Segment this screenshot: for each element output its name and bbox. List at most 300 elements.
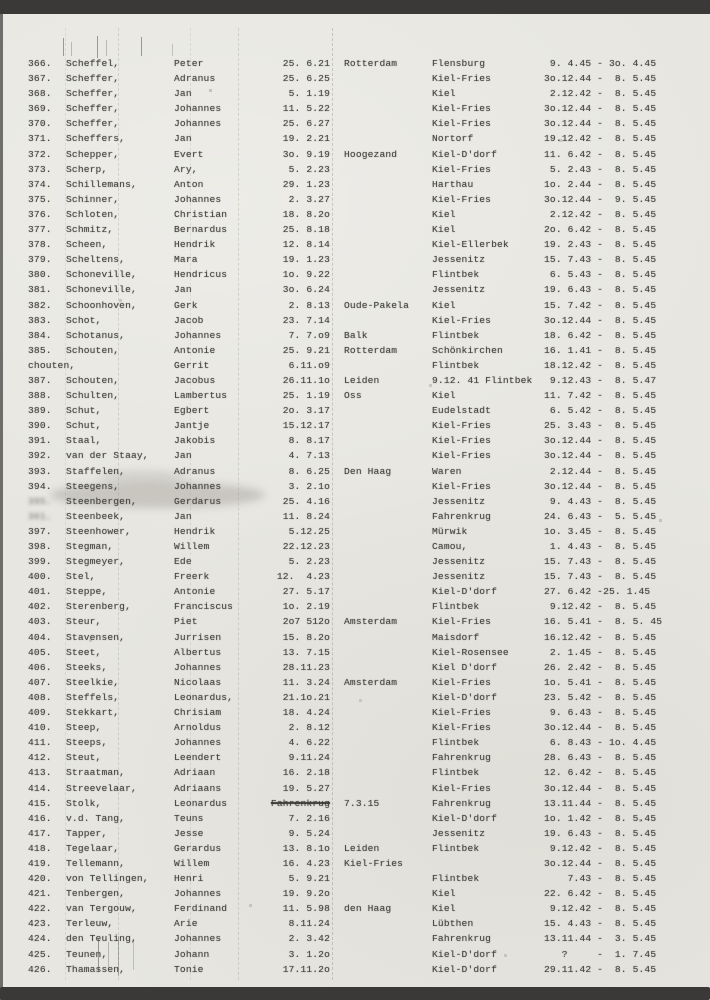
cell-birthdate: 3. 2.1o [288,480,330,492]
row-number: 404. [28,631,52,643]
cell-origin [344,71,432,86]
cell-firstname: Johannes [174,737,222,749]
cell-date-range: 25. 3.43 - 8. 5.45 [544,420,657,432]
cell-origin [344,207,432,222]
table-row [28,101,696,116]
cell-date-range: 9.12.42 - 8. 5.45 [544,842,657,854]
cell-date-range: 6. 5.42 - 8. 5.45 [544,405,657,417]
table-row [28,614,696,629]
table-row [28,418,696,433]
row-number: 375. [28,193,52,205]
cell-birthdate: 23. 7.14 [282,314,330,326]
cell-date-range: 9.12.43 - 8. 5.47 [544,374,657,386]
cell-surname: Stegman, [66,541,114,552]
cell-birthdate: 29. 1.23 [282,178,330,190]
row-number: 399. [28,556,52,568]
table-row [28,388,696,403]
cell-birthdate: 2o. 3.17 [282,405,330,417]
cell-destination: Fahrenkrug [432,797,492,809]
cell-origin [344,162,432,177]
cell-destination: Flintbek [432,873,480,885]
cell-surname: Terleuw, [66,918,114,930]
cell-destination: Kiel-D'dorf [432,948,497,960]
cell-date-range: 6. 8.43 - 1o. 4.45 [544,737,657,749]
row-number: 407. [28,676,52,688]
cell-origin [344,267,432,282]
cell-surname: Schut, [66,405,102,417]
cell-firstname: Christian [174,208,228,220]
cell-origin [344,177,432,192]
row-number: 372. [28,148,52,160]
table-row [28,343,696,358]
table-row [28,524,696,539]
row-number: 410. [28,722,52,734]
cell-birthdate: 18. 8.2o [282,208,330,220]
cell-destination: Kiel [432,299,456,311]
cell-firstname: Tonie [174,963,204,975]
cell-origin: Leiden [344,374,380,386]
table-row [28,765,696,780]
cell-date-range: 1o. 3.45 - 8. 5.45 [544,525,657,537]
cell-origin [344,509,432,524]
cell-date-range: 11. 6.42 - 8. 5.45 [544,148,657,160]
row-number: 394. [28,480,52,492]
cell-destination: Jessenitz [432,556,486,568]
cell-origin [344,86,432,101]
cell-surname: Scheltens, [66,254,126,266]
pencil-mark [172,44,173,56]
cell-birthdate: 22.12.23 [282,541,330,552]
table-row [28,690,696,705]
cell-birthdate: 19. 1.23 [282,254,330,266]
cell-destination: Kiel-D'dorf [432,586,497,598]
cell-date-range: 9.12.42 - 8. 5.45 [544,903,657,915]
table-row [28,237,696,252]
row-number: 406. [28,661,52,673]
cell-birthdate: 27. 5.17 [282,586,330,598]
cell-origin: Hoogezand [344,148,398,160]
cell-date-range: 18. 6.42 - 8. 5.45 [544,329,657,341]
cell-destination: Schönkirchen [432,344,503,356]
cell-date-range: 3o.12.44 - 8. 5.45 [544,857,657,869]
cell-origin [344,690,432,705]
row-number: 374. [28,178,52,190]
cell-surname: Steenhower, [66,525,131,537]
row-number: 388. [28,390,52,402]
cell-birthdate: 25. 8.18 [282,224,330,236]
cell-origin [344,131,432,146]
cell-destination: Jessenitz [432,284,486,296]
cell-firstname: Gerrit [174,359,210,371]
row-number: 378. [28,239,52,251]
cell-destination: Lübthen [432,918,474,930]
cell-date-range: 1. 4.43 - 8. 5.45 [544,541,657,552]
cell-firstname: Jan [174,510,192,522]
table-row [28,177,696,192]
cell-origin [344,886,432,901]
cell-destination: Jessenitz [432,571,486,583]
table-row [28,796,696,811]
row-number: 418. [28,842,52,854]
cell-birthdate: 11. 8.24 [282,510,330,522]
cell-destination: Eudelstadt [432,405,492,417]
row-number: 371. [28,133,52,145]
cell-surname: Schouten, [66,374,120,386]
cell-firstname: Gerdarus [174,495,222,507]
cell-birthdate: 2. 3.42 [288,933,330,945]
table-row [28,554,696,569]
cell-date-range: 3o.12.44 - 8. 5.45 [544,480,657,492]
cell-destination: Kiel [432,224,456,236]
cell-firstname: Johannes [174,933,222,945]
cell-surname: Steet, [66,646,102,658]
row-number: 382. [28,299,52,311]
paper-speckles [0,0,1,1]
row-number: 397. [28,525,52,537]
cell-origin [344,192,432,207]
cell-origin [344,720,432,735]
row-number: 426. [28,963,52,975]
row-number: 376. [28,208,52,220]
table-row [28,931,696,946]
cell-origin [344,645,432,660]
cell-firstname: Lambertus [174,390,228,402]
cell-firstname: Henri [174,873,204,885]
row-number: 417. [28,827,52,839]
cell-date-range: 2.12.42 - 8. 5.45 [544,88,657,100]
table-row [28,750,696,765]
cell-date-range: 19. 6.43 - 8. 5.45 [544,284,657,296]
cell-birthdate: 15.12.17 [282,420,330,432]
cell-surname: Scheffers, [66,133,126,145]
cell-surname: Schinner, [66,193,120,205]
cell-origin [344,931,432,946]
cell-surname: Stekkart, [66,707,120,719]
cell-surname: Tegelaar, [66,842,120,854]
table-row [28,328,696,343]
cell-destination: Harthau [432,178,474,190]
cell-firstname: Adranus [174,73,216,85]
cell-date-range: 15. 7.43 - 8. 5.45 [544,556,657,568]
table-row [28,116,696,131]
table-row [28,86,696,101]
cell-surname: den Teuling, [66,933,137,945]
cell-date-range: 18.12.42 - 8. 5.45 [544,359,657,371]
cell-firstname: Jantje [174,420,210,432]
cell-surname: Schepper, [66,148,120,160]
row-number: 419. [28,857,52,869]
cell-destination: Kiel-Fries [432,707,492,719]
cell-firstname: Jacobus [174,374,216,386]
cell-birthdate: 28.11.23 [282,661,330,673]
pencil-mark [141,37,142,56]
cell-firstname: Johannes [174,193,222,205]
cell-origin [344,630,432,645]
cell-birthdate: 18. 4.24 [282,707,330,719]
cell-surname: Streevelaar, [66,782,137,794]
cell-origin [344,494,432,509]
cell-destination: Kiel-Fries [432,73,492,85]
table-row [28,901,696,916]
cell-surname: Schloten, [66,208,120,220]
cell-origin [344,101,432,116]
row-number: 381. [28,284,52,296]
cell-origin [344,403,432,418]
row-number: 413. [28,767,52,779]
cell-birthdate: 16. 2.18 [282,767,330,779]
cell-firstname: Nicolaas [174,676,222,688]
cell-surname: Steppe, [66,586,108,598]
cell-date-range: 13.11.44 - 3. 5.45 [544,933,657,945]
cell-firstname: Leendert [174,752,222,764]
table-row [28,313,696,328]
table-row [28,358,696,373]
cell-firstname: Antonie [174,586,216,598]
cell-firstname: Arie [174,918,198,930]
row-number: 366. [28,58,52,69]
cell-firstname: Hendrik [174,239,216,251]
cell-date-range: 3o.12.44 - 8. 5.45 [544,73,657,85]
cell-destination: Flintbek [432,269,480,281]
cell-origin [344,765,432,780]
cell-birthdate: 7. 2.16 [288,812,330,824]
cell-date-range: 3o.12.44 - 8. 5.45 [544,782,657,794]
cell-birthdate: 12. 4.23 [276,571,330,583]
cell-origin [344,599,432,614]
cell-destination: Fahrenkrug [432,510,492,522]
cell-date-range: 16. 5.41 - 8. 5. 45 [544,616,663,628]
cell-origin [344,313,432,328]
cell-date-range: 3o.12.44 - 8. 5.45 [544,314,657,326]
cell-surname: Scherp, [66,163,108,175]
row-number: 373. [28,163,52,175]
row-number: 416. [28,812,52,824]
cell-destination: Kiel-Fries [432,616,492,628]
table-row [28,494,696,509]
cell-surname: Scheffel, [66,58,120,69]
cell-surname: Schoneville, [66,269,137,281]
table-row [28,584,696,599]
table-row [28,720,696,735]
cell-destination: Camou, [432,541,468,552]
cell-firstname: Johannes [174,888,222,900]
cell-origin: Rotterdam [344,58,398,69]
cell-date-range: 3o.12.44 - 9. 5.45 [544,193,657,205]
cell-destination: Flensburg [432,58,486,69]
cell-surname: Schouten, [66,344,120,356]
pencil-mark [106,40,107,56]
cell-firstname: Egbert [174,405,210,417]
cell-date-range: 16. 1.41 - 8. 5.45 [544,344,657,356]
cell-surname: van der Staay, [66,450,149,462]
cell-origin [344,282,432,297]
table-row [28,403,696,418]
cell-firstname: Johann [174,948,210,960]
table-row [28,660,696,675]
cell-surname: Scheffer, [66,103,120,115]
cell-surname: Steeps, [66,737,108,749]
cell-destination: Kiel-Fries [432,722,492,734]
row-number: 383. [28,314,52,326]
cell-origin [344,916,432,931]
scan-edge-top [0,0,710,14]
cell-date-range: 2. 1.45 - 8. 5.45 [544,646,657,658]
register-table [28,56,696,977]
table-row [28,131,696,146]
cell-origin: Oss [344,390,362,402]
cell-firstname: Jurrisen [174,631,222,643]
cell-surname: Thamassen, [66,963,126,975]
row-number: 377. [28,224,52,236]
cell-origin [344,222,432,237]
cell-destination: Kiel-Fries [432,314,492,326]
cell-firstname: Peter [174,58,204,69]
cell-origin [344,448,432,463]
cell-firstname: Jacob [174,314,204,326]
cell-surname: Steep, [66,722,102,734]
cell-destination: Mürwik [432,525,468,537]
cell-date-range: 7.43 - 8. 5.45 [544,873,657,885]
cell-birthdate: 9.11.24 [288,752,330,764]
cell-origin [344,781,432,796]
cell-origin [344,705,432,720]
cell-birthdate: 17.11.2o [282,963,330,975]
cell-origin [344,735,432,750]
cell-origin [344,871,432,886]
cell-origin: Oude-Pakela [344,299,409,311]
cell-origin [344,479,432,494]
table-row [28,207,696,222]
cell-surname: Staal, [66,435,102,447]
cell-birthdate: 4. 7.13 [288,450,330,462]
table-row [28,871,696,886]
row-number: 369. [28,103,52,115]
row-number: 422. [28,903,52,915]
row-number: 403. [28,616,52,628]
cell-firstname: Franciscus [174,601,234,613]
cell-surname: Schoneville, [66,284,137,296]
cell-birthdate: 13. 8.1o [282,842,330,854]
table-row [28,252,696,267]
cell-origin [344,433,432,448]
table-row [28,282,696,297]
cell-firstname: Hendricus [174,269,228,281]
table-row [28,856,696,871]
cell-birthdate: 25. 9.21 [282,344,330,356]
cell-origin [344,962,432,977]
cell-origin: Rotterdam [344,344,398,356]
cell-origin [344,237,432,252]
table-row [28,886,696,901]
cell-origin [344,252,432,267]
cell-surname: Teunen, [66,948,108,960]
cell-birthdate: 25. 6.27 [282,118,330,130]
cell-origin [344,826,432,841]
cell-date-range: 3o.12.44 - 8. 5.45 [544,103,657,115]
cell-surname: v.d. Tang, [66,812,126,824]
cell-destination: Kiel-Fries [432,480,492,492]
cell-date-range: 19. 2.43 - 8. 5.45 [544,239,657,251]
cell-birthdate: 2. 8.13 [288,299,330,311]
cell-date-range: 19. 6.43 - 8. 5.45 [544,827,657,839]
cell-date-range: 3o.12.44 - 8. 5.45 [544,435,657,447]
table-row [28,373,696,388]
table-row [28,71,696,86]
cell-origin: Amsterdam [344,676,398,688]
table-row [28,735,696,750]
row-number: 370. [28,118,52,130]
cell-firstname: Jan [174,284,192,296]
cell-destination: Kiel-Ellerbek [432,239,509,251]
cell-firstname: Jakobis [174,435,216,447]
cell-firstname: Hendrik [174,525,216,537]
row-number: 367. [28,73,52,85]
cell-firstname: Evert [174,148,204,160]
cell-destination: Flintbek [432,601,480,613]
cell-destination: Kiel [432,208,456,220]
cell-surname: Schot, [66,314,102,326]
cell-surname: Scheffer, [66,88,120,100]
cell-destination: Kiel D'dorf [432,661,497,673]
cell-date-range: 2o. 6.42 - 8. 5.45 [544,224,657,236]
row-number: 395. [28,495,52,507]
table-row [28,448,696,463]
cell-date-range: ? - 1. 7.45 [544,948,657,960]
cell-destination: Kiel-D'dorf [432,812,497,824]
cell-birthdate: 3. 1.2o [288,948,330,960]
cell-firstname: Antonie [174,344,216,356]
row-number: 392. [28,450,52,462]
row-number: 420. [28,873,52,885]
cell-origin [344,358,432,373]
cell-date-range: 29.11.42 - 8. 5.45 [544,963,657,975]
cell-date-range: 9. 4.43 - 8. 5.45 [544,495,657,507]
cell-date-range: 9. 4.45 - 3o. 4.45 [544,58,657,69]
cell-firstname: Jan [174,450,192,462]
cell-firstname: Freerk [174,571,210,583]
table-row [28,705,696,720]
cell-destination: Jessenitz [432,495,486,507]
table-row [28,645,696,660]
cell-destination: Kiel-D'dorf [432,963,497,975]
table-row [28,916,696,931]
row-number: 393. [28,465,52,477]
cell-origin [344,569,432,584]
row-number: 387. [28,374,52,386]
cell-birthdate: 25. 1.19 [282,390,330,402]
table-row [28,147,696,162]
cell-firstname: Ede [174,556,192,568]
cell-surname: Schotanus, [66,329,126,341]
cell-surname: von Tellingen, [66,873,149,885]
row-number: 380. [28,269,52,281]
cell-origin [344,524,432,539]
cell-origin [344,554,432,569]
cell-firstname: Johannes [174,480,222,492]
table-row [28,630,696,645]
row-number: 424. [28,933,52,945]
cell-birthdate: 11. 5.98 [282,903,330,915]
cell-destination: Flintbek [432,767,480,779]
row-number: 379. [28,254,52,266]
cell-destination: Fahrenkrug [432,752,492,764]
row-number: 361. [28,510,52,522]
cell-firstname: Willem [174,541,210,552]
cell-origin [344,116,432,131]
cell-date-range: 1o. 1.42 - 8. 5.45 [544,812,657,824]
cell-date-range: 19.12.42 - 8. 5.45 [544,133,657,145]
cell-surname: Steelkie, [66,676,120,688]
